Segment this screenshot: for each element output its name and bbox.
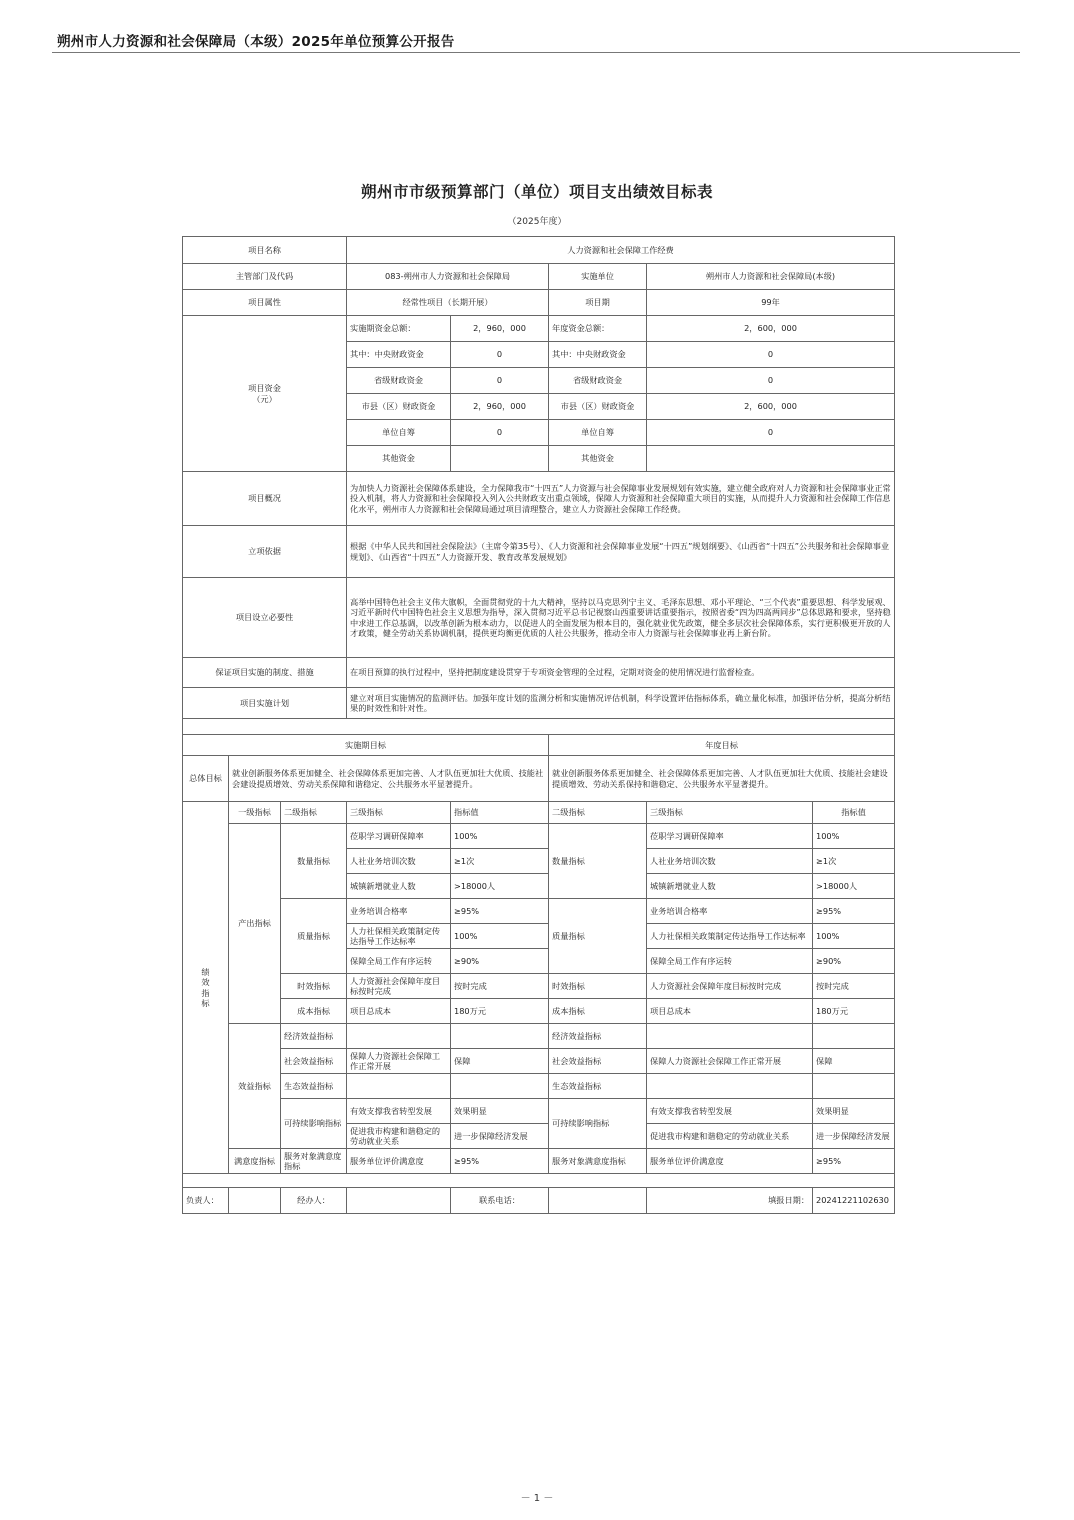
header-divider bbox=[52, 52, 1020, 53]
document-year: （2025年度） bbox=[507, 217, 567, 227]
indicator-value: 100% bbox=[451, 924, 549, 949]
indicator-value bbox=[813, 1024, 895, 1049]
handler-label: 经办人： bbox=[281, 1188, 347, 1214]
indicator-value: ≥1次 bbox=[813, 849, 895, 874]
necessity-row bbox=[183, 578, 895, 658]
indicator-name: 业务培训合格率 bbox=[347, 899, 451, 924]
funds-value: 0 bbox=[647, 420, 895, 446]
indicator-value bbox=[451, 1074, 549, 1099]
indicator-name: 保障全局工作有序运转 bbox=[647, 949, 813, 974]
indicator-value: 100% bbox=[451, 824, 549, 849]
indicator-value: 180万元 bbox=[451, 999, 549, 1024]
level1-header: 一级指标 bbox=[229, 802, 281, 824]
department-value: 083-朔州市人力资源和社会保障局 bbox=[347, 264, 549, 290]
plan-row bbox=[183, 688, 895, 719]
indicator-value: 进一步保障经济发展 bbox=[451, 1124, 549, 1149]
indicator-value: ≥95% bbox=[451, 1149, 549, 1174]
funds-value: 2，960，000 bbox=[451, 316, 549, 342]
funds-label: 其中：中央财政资金 bbox=[347, 342, 451, 368]
funds-label: 单位自筹 bbox=[347, 420, 451, 446]
indicator-name: 人社业务培训次数 bbox=[647, 849, 813, 874]
indicator-name: 城镇新增就业人数 bbox=[647, 874, 813, 899]
indicator-name: 有效支撑我省转型发展 bbox=[347, 1099, 451, 1124]
signature-row bbox=[183, 1188, 895, 1214]
project-name-value: 人力资源和社会保障工作经费 bbox=[347, 237, 895, 264]
basis-text: 根据《中华人民共和国社会保险法》（主席令第35号）、《人力资源和社会保障事业发展“十四五”规划纲要》、《山西省“十四五”公共服务和社会保障事业规划》、《山西省“十四五”人力资源开发、教育改革发展规划》 bbox=[347, 526, 895, 578]
project-name-row bbox=[183, 237, 895, 264]
responsible-label: 负责人： bbox=[183, 1188, 229, 1214]
cost-indicator-label: 成本指标 bbox=[281, 999, 347, 1024]
level3-header: 三级指标 bbox=[647, 802, 813, 824]
sustainability-indicator-label: 可持续影响指标 bbox=[549, 1099, 647, 1149]
overview-label: 项目概况 bbox=[183, 472, 347, 526]
department-row bbox=[183, 264, 895, 290]
spacer-cell bbox=[183, 1174, 895, 1188]
level3-header: 三级指标 bbox=[347, 802, 451, 824]
sustainability-indicator-label: 可持续影响指标 bbox=[281, 1099, 347, 1149]
project-attribute-row bbox=[183, 290, 895, 316]
guarantee-row bbox=[183, 658, 895, 688]
quality-indicator-label: 质量指标 bbox=[549, 899, 647, 974]
annual-goal-text: 就业创新服务体系更加健全、社会保障体系更加完善、人才队伍更加壮大优质、技能社会建设提质增效、劳动关系保持和谐稳定、公共服务水平显著提升。 bbox=[549, 756, 895, 802]
indicator-value: ≥95% bbox=[813, 1149, 895, 1174]
responsible-value bbox=[229, 1188, 281, 1214]
satisfaction-indicator-label: 满意度指标 bbox=[229, 1149, 281, 1174]
indicator-name bbox=[647, 1024, 813, 1049]
project-attribute-label: 项目属性 bbox=[183, 290, 347, 316]
cost-indicator-label: 成本指标 bbox=[549, 999, 647, 1024]
funds-value: 2，600，000 bbox=[647, 394, 895, 420]
plan-label: 项目实施计划 bbox=[183, 688, 347, 719]
indicator-header-row bbox=[183, 802, 895, 824]
indicator-value: 按时完成 bbox=[813, 974, 895, 999]
project-period-label: 项目期 bbox=[549, 290, 647, 316]
indicator-row bbox=[183, 1049, 895, 1074]
funds-label: 省级财政资金 bbox=[347, 368, 451, 394]
document-title: 朔州市市级预算部门（单位）项目支出绩效目标表 bbox=[360, 183, 713, 201]
page-header: 朔州市人力资源和社会保障局（本级）2025年单位预算公开报告 bbox=[57, 34, 455, 50]
quality-indicator-label: 质量指标 bbox=[281, 899, 347, 974]
department-label: 主管部门及代码 bbox=[183, 264, 347, 290]
funds-label: 市县（区）财政资金 bbox=[549, 394, 647, 420]
indicator-name: 促进我市构建和谐稳定的劳动就业关系 bbox=[647, 1124, 813, 1149]
necessity-text: 高举中国特色社会主义伟大旗帜，全面贯彻党的十九大精神，坚持以马克思列宁主义、毛泽东思想、邓小平理论、“三个代表”重要思想、科学发展观、习近平新时代中国特色社会主义思想为指导，深入贯彻习近平总书记视察山西重要讲话重要指示，按照省委“四为四高两同步”总体思路和要求，坚持稳中求进工作总基调，以改革创新为根本动力，以促进人的全面发展为根本目的，强化就业优先政策，健全多层次社会保障体系，实行更积极更开放的人才政策，健全劳动关系协调机制，提供更均衡更优质的人社公共服务，推动全市人力资源与社会保障事业再上新台阶。 bbox=[347, 578, 895, 658]
funds-row bbox=[183, 316, 895, 342]
economic-indicator-label: 经济效益指标 bbox=[281, 1024, 347, 1049]
funds-label: 其他资金 bbox=[549, 446, 647, 472]
indicator-value: 效果明显 bbox=[451, 1099, 549, 1124]
project-name-label: 项目名称 bbox=[183, 237, 347, 264]
indicator-name: 城镇新增就业人数 bbox=[347, 874, 451, 899]
indicator-row bbox=[183, 899, 895, 924]
goals-header-row bbox=[183, 735, 895, 756]
indicator-value: 进一步保障经济发展 bbox=[813, 1124, 895, 1149]
indicator-row bbox=[183, 824, 895, 849]
indicator-value: 100% bbox=[813, 924, 895, 949]
indicator-name: 莅职学习调研保障率 bbox=[347, 824, 451, 849]
social-indicator-label: 社会效益指标 bbox=[281, 1049, 347, 1074]
social-indicator-label: 社会效益指标 bbox=[549, 1049, 647, 1074]
funds-label: 年度资金总额： bbox=[549, 316, 647, 342]
indicator-name: 人力社保相关政策制定传达指导工作达标率 bbox=[347, 924, 451, 949]
overall-goal-row bbox=[183, 756, 895, 802]
performance-indicator-label: 绩 效 指 标 bbox=[183, 802, 229, 1174]
project-funds-label: 项目资金 （元） bbox=[183, 316, 347, 472]
indicator-row bbox=[183, 999, 895, 1024]
quantity-indicator-label: 数量指标 bbox=[549, 824, 647, 899]
indicator-name bbox=[647, 1074, 813, 1099]
implementation-goal-header: 实施期目标 bbox=[183, 735, 549, 756]
funds-value: 2，960，000 bbox=[451, 394, 549, 420]
indicator-value bbox=[813, 1074, 895, 1099]
page-number: － 1 － bbox=[520, 1493, 554, 1504]
indicator-value: 180万元 bbox=[813, 999, 895, 1024]
indicator-name: 服务单位评价满意度 bbox=[647, 1149, 813, 1174]
basis-label: 立项依据 bbox=[183, 526, 347, 578]
indicator-value: 按时完成 bbox=[451, 974, 549, 999]
indicator-value: ≥90% bbox=[813, 949, 895, 974]
timeliness-indicator-label: 时效指标 bbox=[549, 974, 647, 999]
indicator-value: >18000人 bbox=[451, 874, 549, 899]
funds-value: 0 bbox=[647, 368, 895, 394]
necessity-label: 项目设立必要性 bbox=[183, 578, 347, 658]
indicator-name: 项目总成本 bbox=[347, 999, 451, 1024]
indicator-name: 服务单位评价满意度 bbox=[347, 1149, 451, 1174]
indicator-value: ≥95% bbox=[813, 899, 895, 924]
basis-row bbox=[183, 526, 895, 578]
timeliness-indicator-label: 时效指标 bbox=[281, 974, 347, 999]
indicator-name: 人力社保相关政策制定传达指导工作达标率 bbox=[647, 924, 813, 949]
guarantee-text: 在项目预算的执行过程中，坚持把制度建设贯穿于专项资金管理的全过程，定期对资金的使用情况进行监督检查。 bbox=[347, 658, 895, 688]
value-header: 指标值 bbox=[813, 802, 895, 824]
phone-label: 联系电话： bbox=[451, 1188, 549, 1214]
benefit-indicator-label: 效益指标 bbox=[229, 1024, 281, 1149]
funds-value bbox=[451, 446, 549, 472]
indicator-name: 保障全局工作有序运转 bbox=[347, 949, 451, 974]
indicator-value: 100% bbox=[813, 824, 895, 849]
phone-value bbox=[549, 1188, 647, 1214]
indicator-name: 保障人力资源社会保障工作正常开展 bbox=[347, 1049, 451, 1074]
level2-header: 二级指标 bbox=[549, 802, 647, 824]
overview-row bbox=[183, 472, 895, 526]
implementing-unit-value: 朔州市人力资源和社会保障局(本级) bbox=[647, 264, 895, 290]
indicator-name bbox=[347, 1024, 451, 1049]
service-satisfaction-label: 服务对象满意度指标 bbox=[281, 1149, 347, 1174]
indicator-row bbox=[183, 1149, 895, 1174]
level2-header: 二级指标 bbox=[281, 802, 347, 824]
implementing-unit-label: 实施单位 bbox=[549, 264, 647, 290]
indicator-row bbox=[183, 1074, 895, 1099]
quantity-indicator-label: 数量指标 bbox=[281, 824, 347, 899]
indicator-value: 保障 bbox=[451, 1049, 549, 1074]
indicator-name: 业务培训合格率 bbox=[647, 899, 813, 924]
indicator-name: 人力资源社会保障年度目标按时完成 bbox=[647, 974, 813, 999]
ecological-indicator-label: 生态效益指标 bbox=[549, 1074, 647, 1099]
project-attribute-value: 经常性项目（长期开展） bbox=[347, 290, 549, 316]
indicator-row bbox=[183, 1099, 895, 1124]
funds-label: 实施期资金总额： bbox=[347, 316, 451, 342]
indicator-value bbox=[451, 1024, 549, 1049]
value-header: 指标值 bbox=[451, 802, 549, 824]
funds-label: 省级财政资金 bbox=[549, 368, 647, 394]
implementation-goal-text: 就业创新服务体系更加健全、社会保障体系更加完善、人才队伍更加壮大优质、技能社会建设提质增效、劳动关系保障和谐稳定、公共服务水平显著提升。 bbox=[229, 756, 549, 802]
indicator-name: 人力资源社会保障年度目标按时完成 bbox=[347, 974, 451, 999]
indicator-name: 项目总成本 bbox=[647, 999, 813, 1024]
funds-label: 市县（区）财政资金 bbox=[347, 394, 451, 420]
project-period-value: 99年 bbox=[647, 290, 895, 316]
funds-value bbox=[647, 446, 895, 472]
fill-date-value: 20241221102630 bbox=[813, 1188, 895, 1214]
spacer-cell bbox=[183, 719, 895, 735]
economic-indicator-label: 经济效益指标 bbox=[549, 1024, 647, 1049]
indicator-value: 效果明显 bbox=[813, 1099, 895, 1124]
performance-target-table bbox=[182, 236, 895, 1214]
funds-value: 2，600，000 bbox=[647, 316, 895, 342]
indicator-value: 保障 bbox=[813, 1049, 895, 1074]
funds-value: 0 bbox=[451, 368, 549, 394]
funds-value: 0 bbox=[647, 342, 895, 368]
funds-label: 其他资金 bbox=[347, 446, 451, 472]
output-indicator-label: 产出指标 bbox=[229, 824, 281, 1024]
overview-text: 为加快人力资源社会保障体系建设，全力保障我市“十四五”人力资源与社会保障事业发展规划有效实施，建立健全政府对人力资源和社会保障事业正常投入机制，将人力资源和社会保障投入列入公共财政支出重点领域，保障人力资源和社会保障重大项目的实施，从而提升人力资源和社会保障工作信息化水平，朔州市人力资源和社会保障局通过项目清理整合，建立人力资源社会保障工作经费。 bbox=[347, 472, 895, 526]
funds-label: 其中：中央财政资金 bbox=[549, 342, 647, 368]
indicator-value: ≥95% bbox=[451, 899, 549, 924]
indicator-value: ≥1次 bbox=[451, 849, 549, 874]
indicator-name bbox=[347, 1074, 451, 1099]
spacer-row bbox=[183, 719, 895, 735]
funds-label: 单位自筹 bbox=[549, 420, 647, 446]
service-satisfaction-label: 服务对象满意度指标 bbox=[549, 1149, 647, 1174]
annual-goal-header: 年度目标 bbox=[549, 735, 895, 756]
indicator-value: >18000人 bbox=[813, 874, 895, 899]
handler-value bbox=[347, 1188, 451, 1214]
overall-goal-label: 总体目标 bbox=[183, 756, 229, 802]
plan-text: 建立对项目实施情况的监测评估。加强年度计划的监测分析和实施情况评估机制，科学设置评估指标体系，确立量化标准，加强评估分析，提高分析结果的时效性和针对性。 bbox=[347, 688, 895, 719]
indicator-name: 促进我市构建和谐稳定的劳动就业关系 bbox=[347, 1124, 451, 1149]
indicator-row bbox=[183, 974, 895, 999]
indicator-name: 保障人力资源社会保障工作正常开展 bbox=[647, 1049, 813, 1074]
indicator-name: 人社业务培训次数 bbox=[347, 849, 451, 874]
spacer-row bbox=[183, 1174, 895, 1188]
indicator-value: ≥90% bbox=[451, 949, 549, 974]
guarantee-label: 保证项目实施的制度、措施 bbox=[183, 658, 347, 688]
indicator-name: 有效支撑我省转型发展 bbox=[647, 1099, 813, 1124]
funds-value: 0 bbox=[451, 342, 549, 368]
fill-date-label: 填报日期： bbox=[647, 1188, 813, 1214]
indicator-name: 莅职学习调研保障率 bbox=[647, 824, 813, 849]
ecological-indicator-label: 生态效益指标 bbox=[281, 1074, 347, 1099]
funds-value: 0 bbox=[451, 420, 549, 446]
indicator-row bbox=[183, 1024, 895, 1049]
